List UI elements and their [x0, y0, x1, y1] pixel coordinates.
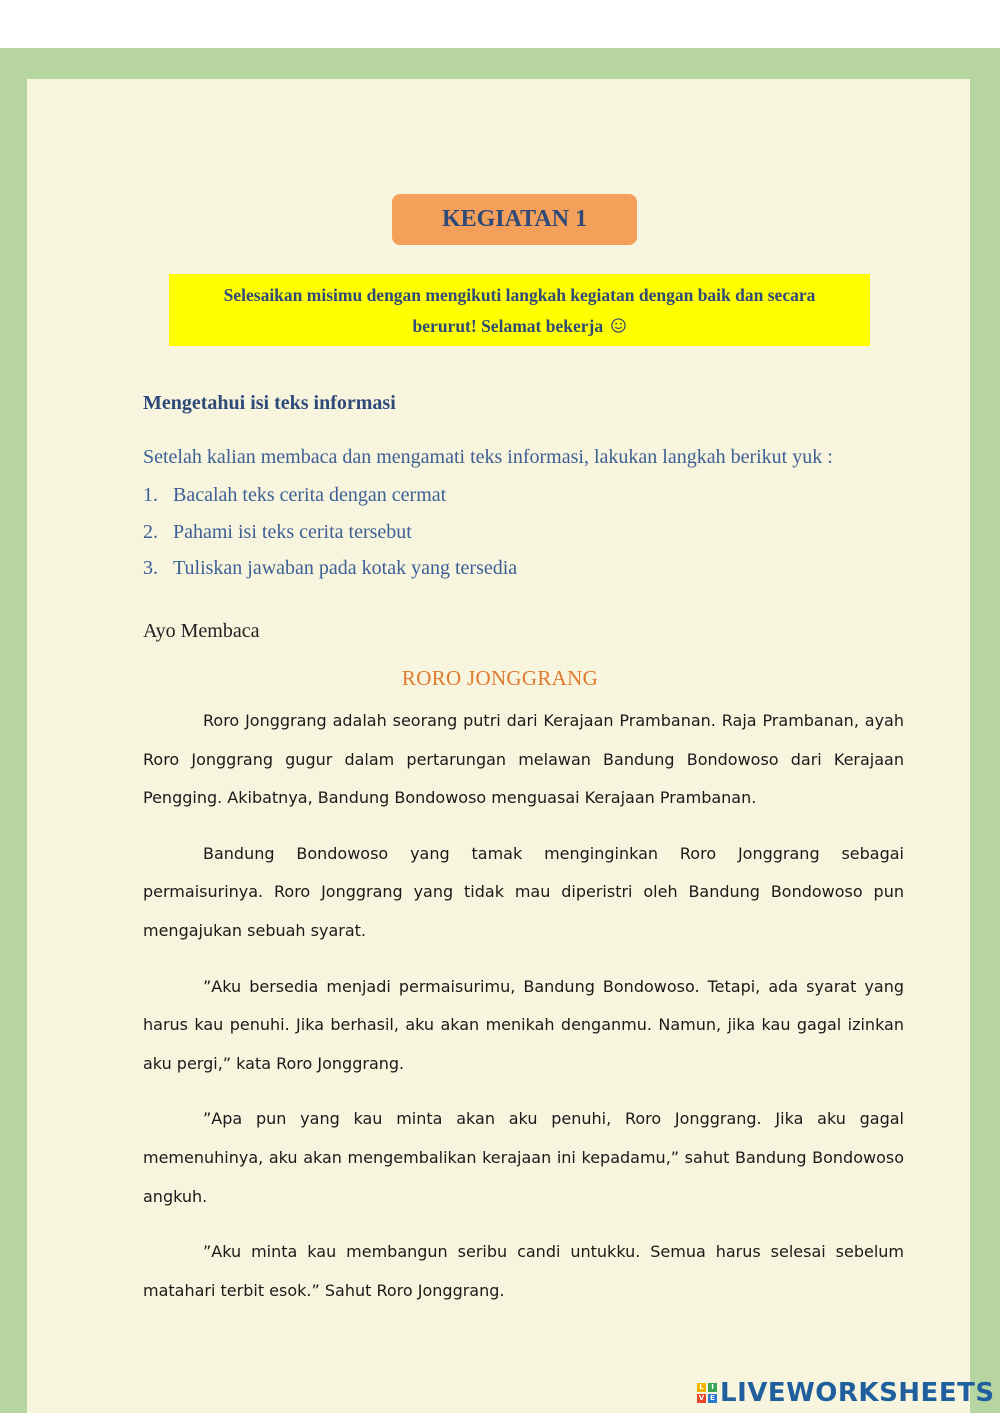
story-text: [143, 702, 904, 1327]
activity-title: KEGIATAN 1: [441, 206, 588, 232]
section-heading: Mengetahui isi teks informasi: [143, 392, 396, 414]
story-paragraph: Bandung Bondowoso yang tamak menginginkan Roro Jonggrang sebagai permaisurinya. Roro Jonggrang yang tidak mau diperistri oleh Bandung Bondowoso pun mengajukan sebuah syarat.: [143, 843, 904, 940]
logo-letter-i: I: [708, 1383, 717, 1392]
story-paragraph: ”Aku bersedia menjadi permaisurimu, Bandung Bondowoso. Tetapi, ada syarat yang harus kau penuhi. Jika berhasil, aku akan menikah denganmu. Namun, jika kau gagal izinkan aku pergi,” kata Roro Jonggrang.: [143, 976, 904, 1073]
logo-icon: [697, 1383, 717, 1403]
top-strip: [0, 0, 1000, 48]
intro-text: Setelah kalian membaca dan mengamati teks informasi, lakukan langkah berikut yuk :: [143, 446, 833, 468]
logo-letter-v: V: [698, 1394, 705, 1402]
story-paragraph: ”Apa pun yang kau minta akan aku penuhi, Roro Jonggrang. Jika aku gagal memenuhinya, aku akan mengembalikan kerajaan ini kepadamu,” sahut Bandung Bondowoso angkuh.: [143, 1109, 904, 1206]
logo-text: LIVEWORKSHEETS: [720, 1378, 995, 1408]
smiley-icon: [611, 318, 626, 333]
instruction-line-2-wrap: [169, 311, 870, 342]
activity-title-badge: [392, 194, 637, 245]
instruction-box: [169, 274, 870, 346]
step-text: Pahami isi teks cerita tersebut: [173, 520, 412, 543]
step-text: Bacalah teks cerita dengan cermat: [173, 484, 447, 506]
logo-letter-e: E: [708, 1394, 717, 1403]
list-item: [143, 553, 517, 590]
step-number: 2.: [143, 520, 158, 543]
reading-label: Ayo Membaca: [143, 620, 260, 642]
step-number: 1.: [143, 484, 158, 506]
instruction-line-1: Selesaikan misimu dengan mengikuti langkah kegiatan dengan baik dan secara: [223, 285, 816, 305]
step-text: Tuliskan jawaban pada kotak yang tersedia: [173, 557, 518, 579]
steps-list: [143, 480, 517, 590]
step-number: 3.: [143, 557, 158, 579]
list-item: [143, 517, 517, 554]
list-item: [143, 480, 517, 517]
liveworksheets-logo: [697, 1376, 995, 1410]
instruction-line-2: berurut! Selamat bekerja: [412, 316, 604, 336]
story-title: RORO JONGGRANG: [401, 666, 599, 690]
logo-letter-l: L: [697, 1383, 706, 1392]
story-paragraph: ”Aku minta kau membangun seribu candi untukku. Semua harus selesai sebelum matahari terbit esok.” Sahut Roro Jonggrang.: [143, 1242, 904, 1300]
story-paragraph: Roro Jonggrang adalah seorang putri dari Kerajaan Prambanan. Raja Prambanan, ayah Roro Jonggrang gugur dalam pertarungan melawan Bandung Bondowoso dari Kerajaan Pengging. Akibatnya, Bandung Bondowoso menguasai Kerajaan Prambanan.: [143, 711, 904, 808]
